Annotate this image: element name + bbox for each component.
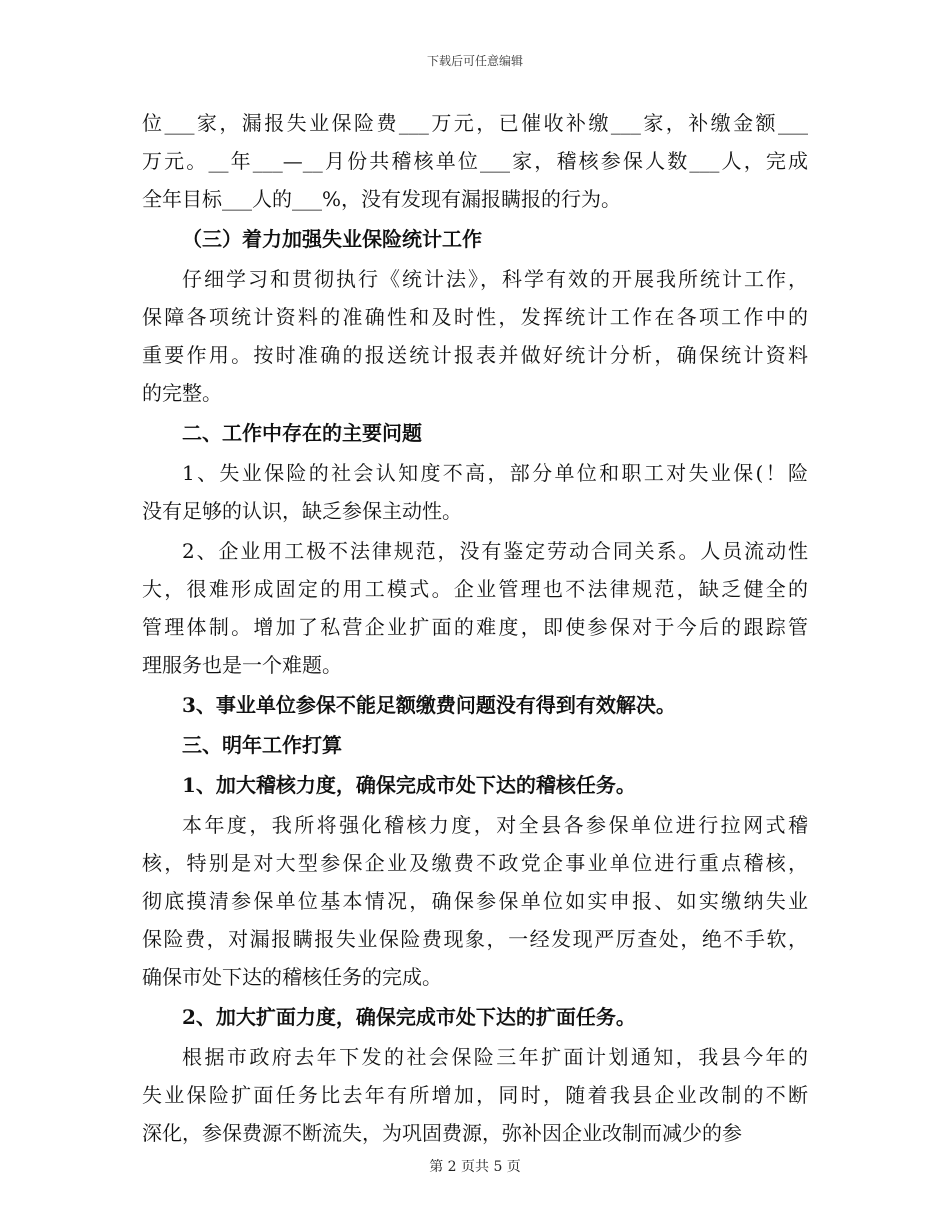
text-line: 管理体制。增加了私营企业扩面的难度，即使参保对于今后的跟踪管 [142, 615, 808, 639]
text-line: 三、明年工作打算 [182, 733, 342, 757]
body-paragraph [142, 260, 808, 412]
body-paragraph [142, 532, 808, 684]
section-heading [142, 414, 808, 452]
section-heading [142, 766, 808, 804]
section-heading [142, 726, 808, 764]
text-line: 保险费，对漏报瞒报失业保险费现象，一经发现严厉查处，绝不手软， [142, 927, 808, 951]
text-line: 深化，参保费源不断流失，为巩固费源，弥补因企业改制而减少的参 [142, 1121, 742, 1145]
text-line: 2、加大扩面力度，确保完成市处下达的扩面任务。 [182, 1005, 636, 1029]
text-line: 3、事业单位参保不能足额缴费问题没有得到有效解决。 [182, 693, 676, 717]
body-paragraph [142, 104, 808, 218]
text-line: 二、工作中存在的主要问题 [182, 421, 422, 445]
text-line: 本年度，我所将强化稽核力度，对全县各参保单位进行拉网式稽 [182, 813, 808, 837]
body-paragraph [142, 806, 808, 996]
text-line: 仔细学习和贯彻执行《统计法》，科学有效的开展我所统计工作， [182, 267, 808, 291]
document-body [142, 104, 808, 1154]
page-header: 下载后可任意编辑 [426, 54, 523, 68]
page-footer: 第 2 页共 5 页 [429, 1159, 521, 1175]
text-line: 没有足够的认识，缺乏参保主动性。 [142, 499, 462, 523]
text-line: （三）着力加强失业保险统计工作 [182, 227, 482, 251]
text-line: 核，特别是对大型参保企业及缴费不政党企事业单位进行重点稽核， [142, 851, 808, 875]
text-line: 理服务也是一个难题。 [142, 653, 342, 677]
text-line: 彻底摸清参保单位基本情况，确保参保单位如实申报、如实缴纳失业 [142, 889, 808, 913]
text-line: 失业保险扩面任务比去年有所增加，同时，随着我县企业改制的不断 [142, 1083, 808, 1107]
text-line: 位___家，漏报失业保险费___万元，已催收补缴___家，补缴金额___ [142, 111, 808, 135]
text-line: 2、企业用工极不法律规范，没有鉴定劳动合同关系。人员流动性 [182, 539, 808, 563]
text-line: 全年目标___人的___%，没有发现有漏报瞒报的行为。 [142, 187, 622, 211]
section-heading [142, 686, 808, 724]
text-line: 1、失业保险的社会认知度不高，部分单位和职工对失业保(！险 [182, 461, 808, 485]
text-line: 根据市政府去年下发的社会保险三年扩面计划通知，我县今年的 [182, 1045, 808, 1069]
text-line: 确保市处下达的稽核任务的完成。 [142, 965, 442, 989]
text-line: 大，很难形成固定的用工模式。企业管理也不法律规范，缺乏健全的 [142, 577, 808, 601]
text-line: 的完整。 [142, 381, 222, 405]
text-line: 万元。__年___—__月份共稽核单位___家，稽核参保人数___人，完成 [142, 149, 808, 173]
text-line: 重要作用。按时准确的报送统计报表并做好统计分析，确保统计资料 [142, 343, 808, 367]
body-paragraph [142, 454, 808, 530]
section-heading [142, 998, 808, 1036]
text-line: 1、加大稽核力度，确保完成市处下达的稽核任务。 [182, 773, 636, 797]
section-heading [142, 220, 808, 258]
body-paragraph [142, 1038, 808, 1152]
text-line: 保障各项统计资料的准确性和及时性，发挥统计工作在各项工作中的 [142, 305, 808, 329]
